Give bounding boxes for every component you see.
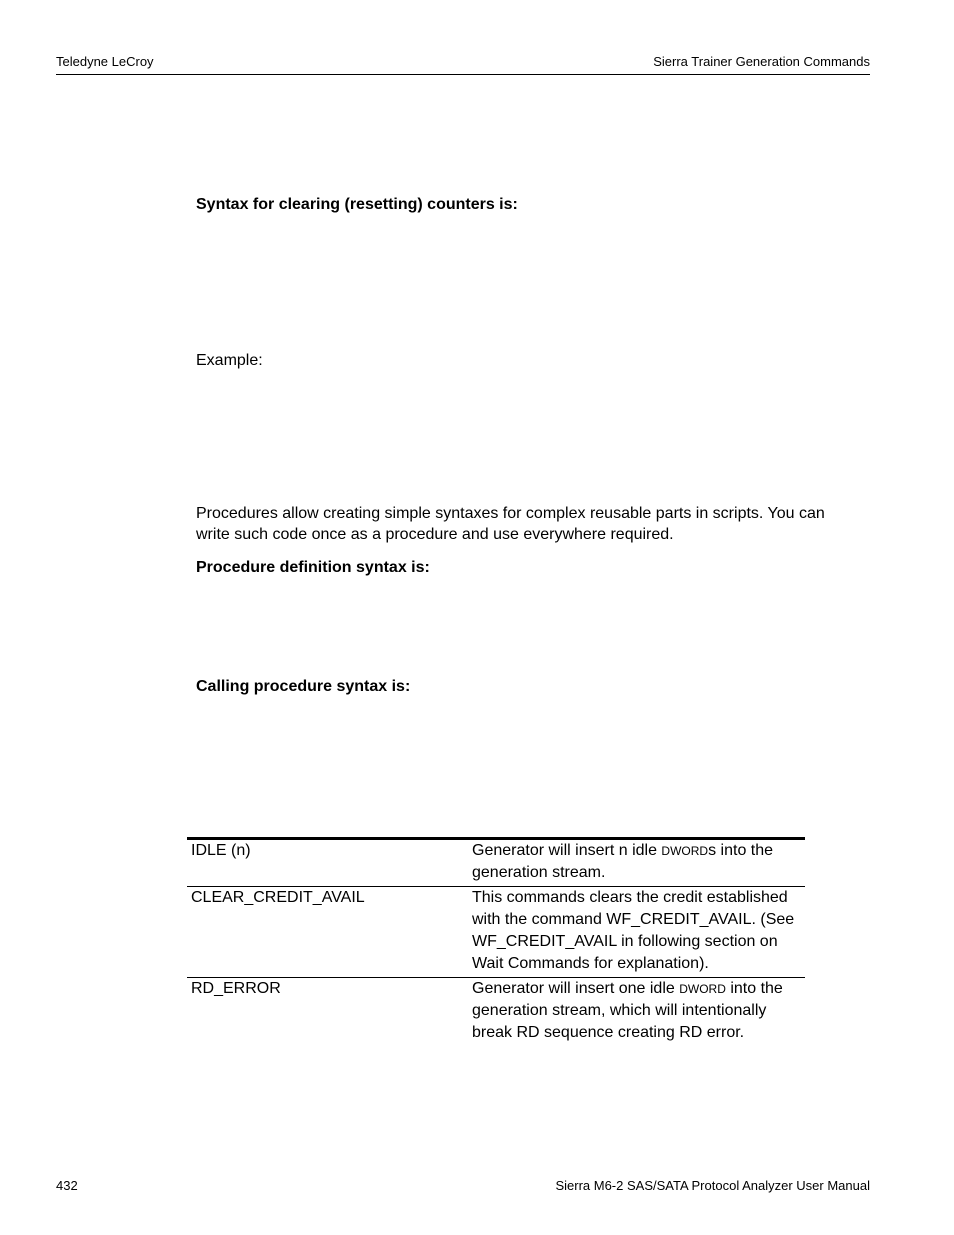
footer-title: Sierra M6-2 SAS/SATA Protocol Analyzer User Manual [555,1178,870,1193]
description-text: into the generation stream, which will intentionally break RD sequence creating RD error. [472,980,783,1041]
table-row [187,839,805,887]
command-cell: IDLE (n) [187,839,468,887]
procedures-paragraph [196,503,861,545]
command-cell: CLEAR_CREDIT_AVAIL [187,887,468,978]
table-row [187,887,805,978]
description-text: s into the generation stream. [472,842,774,881]
description-text: Generator will insert one idle [472,980,680,997]
header-left: Teledyne LeCroy [56,54,154,69]
table-row [187,978,805,1047]
description-smallcaps: DWORD [679,982,726,996]
procedure-definition-heading: Procedure definition syntax is: [196,559,430,576]
clear-counters-heading: Syntax for clearing (resetting) counters is: [196,196,518,213]
procedures-paragraph-line1: Procedures allow creating simple syntaxes for complex reusable parts in scripts. You can [196,505,825,522]
procedures-paragraph-line2: write such code once as a procedure and use everywhere required. [196,526,674,543]
command-cell: RD_ERROR [191,980,281,997]
description-cell [468,887,805,978]
header-rule [56,74,870,75]
description-text: Generator will insert n idle [472,842,662,859]
description-cell [468,839,805,887]
description-text: This commands clears the credit established with the command WF_CREDIT_AVAIL. (See WF_CREDIT_AVAIL in following section on Wait Commands for explanation). [472,889,795,972]
description-smallcaps: DWORD [661,844,709,858]
command-table [187,837,805,1046]
header-right: Sierra Trainer Generation Commands [653,54,870,69]
example-label: Example: [196,352,263,369]
page-number: 432 [56,1178,78,1193]
calling-procedure-heading: Calling procedure syntax is: [196,678,411,695]
description-cell [468,978,805,1047]
